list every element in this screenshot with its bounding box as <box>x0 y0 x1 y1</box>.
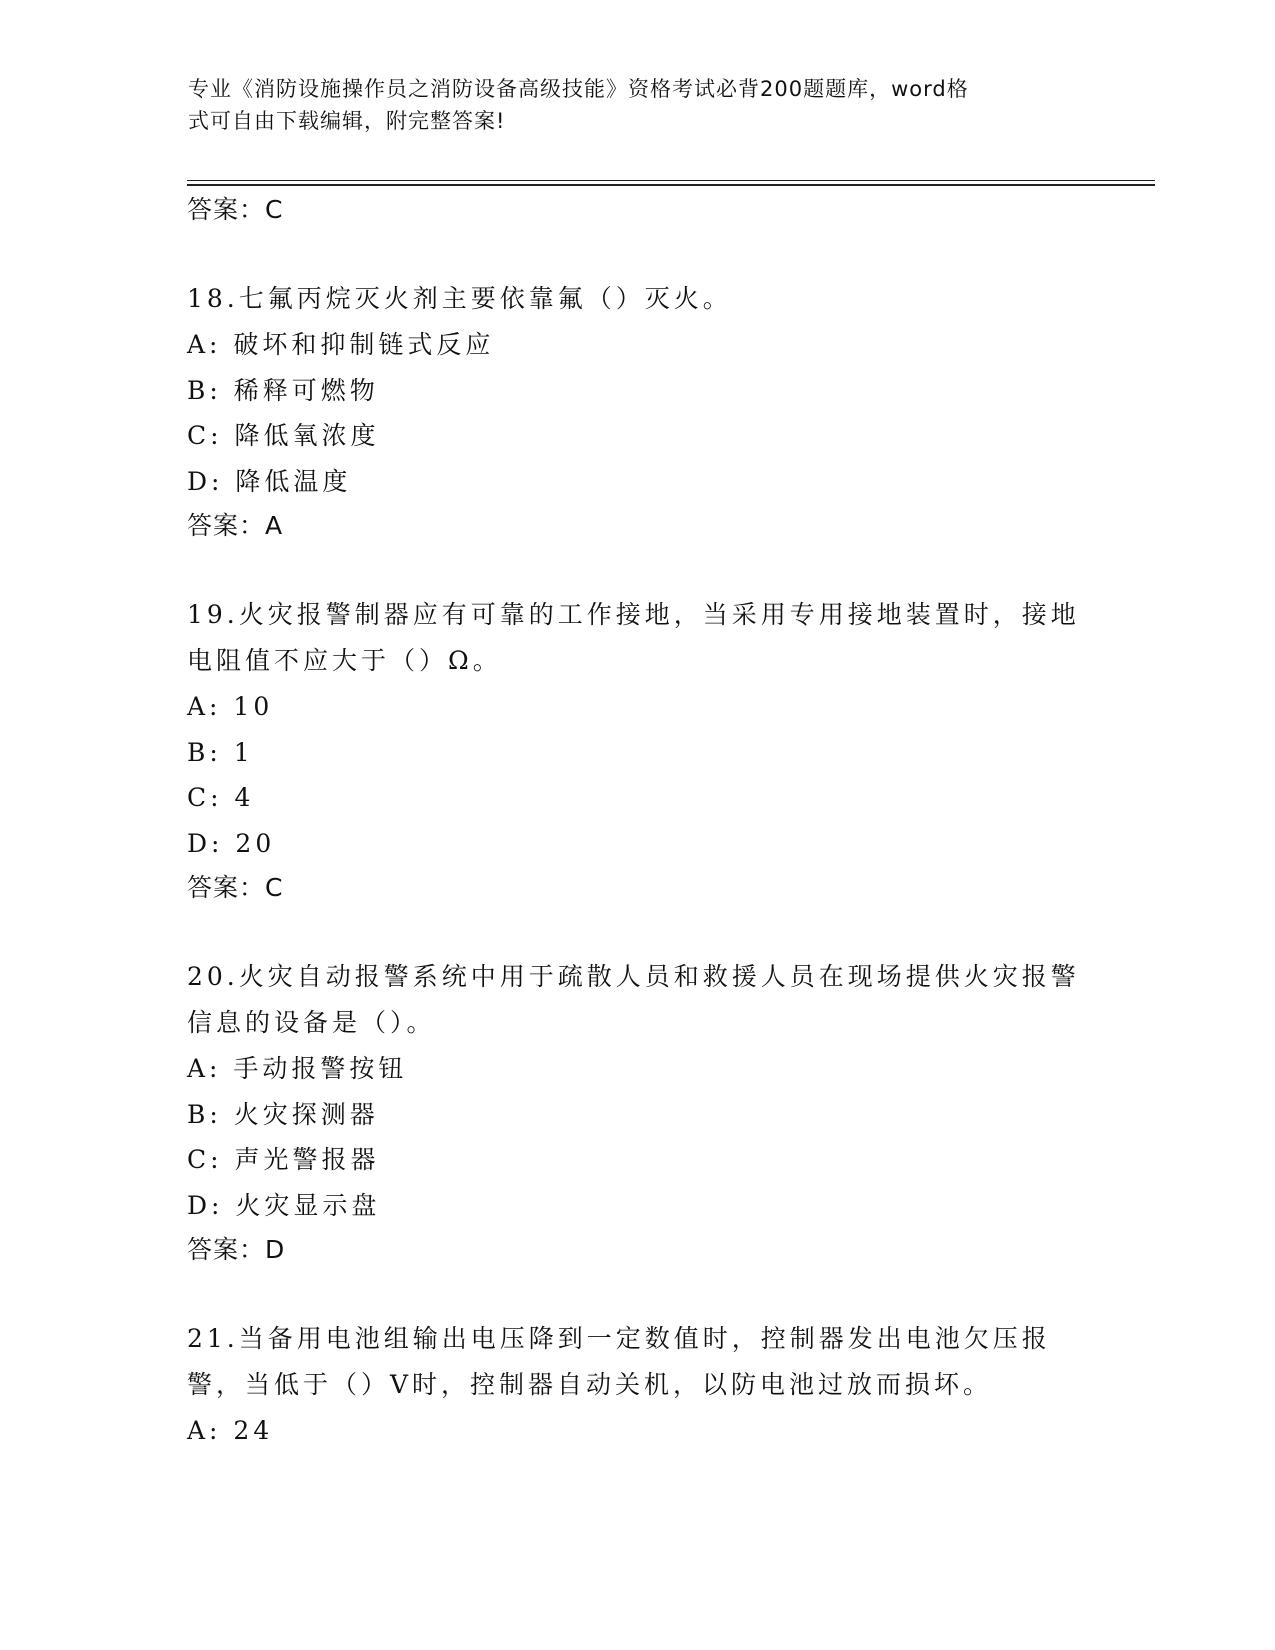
option-c: C: 降低氧浓度 <box>187 421 380 450</box>
header-line-1: 专业《消防设施操作员之消防设备高级技能》资格考试必背200题题库，word格 <box>188 77 969 101</box>
option-c: C: 声光警报器 <box>187 1145 380 1174</box>
answer: 答案：D <box>187 1235 286 1264</box>
option-b: B: 1 <box>187 737 254 767</box>
option-b: B: 稀释可燃物 <box>187 375 379 405</box>
header-rule-thin <box>187 180 1155 181</box>
option-d: D: 火灾显示盘 <box>187 1190 381 1220</box>
option-d: D: 20 <box>187 828 276 858</box>
question-text: 18.七氟丙烷灭火剂主要依靠氟（）灭火。 <box>187 284 732 313</box>
answer: 答案：A <box>187 511 284 540</box>
option-d: D: 降低温度 <box>187 466 352 496</box>
header-line-2: 式可自由下载编辑，附完整答案! <box>188 109 506 133</box>
option-a: A: 破坏和抑制链式反应 <box>187 330 495 359</box>
question-18 <box>187 276 1087 548</box>
question-19 <box>187 592 1087 910</box>
question-text: 19.火灾报警制器应有可靠的工作接地，当采用专用接地装置时，接地电阻值不应大于（）Ω。 <box>187 600 1080 675</box>
option-a: A: 10 <box>187 692 274 721</box>
answer: 答案：C <box>187 873 284 902</box>
question-text: 21.当备用电池组输出电压降到一定数值时，控制器发出电池欠压报警，当低于（）V时，控制器自动关机，以防电池过放而损坏。 <box>187 1324 1051 1399</box>
option-a: A: 手动报警按钮 <box>187 1054 408 1083</box>
document-header <box>188 73 1068 137</box>
question-list <box>187 188 1087 1454</box>
option-a: A: 24 <box>187 1416 274 1445</box>
question-21 <box>187 1316 1087 1454</box>
question-20 <box>187 954 1087 1272</box>
question-text: 20.火灾自动报警系统中用于疏散人员和救援人员在现场提供火灾报警信息的设备是（）。 <box>187 962 1080 1037</box>
previous-answer: 答案：C <box>187 195 284 224</box>
option-c: C: 4 <box>187 783 255 812</box>
option-b: B: 火灾探测器 <box>187 1099 379 1129</box>
header-rule-thick <box>187 184 1155 186</box>
